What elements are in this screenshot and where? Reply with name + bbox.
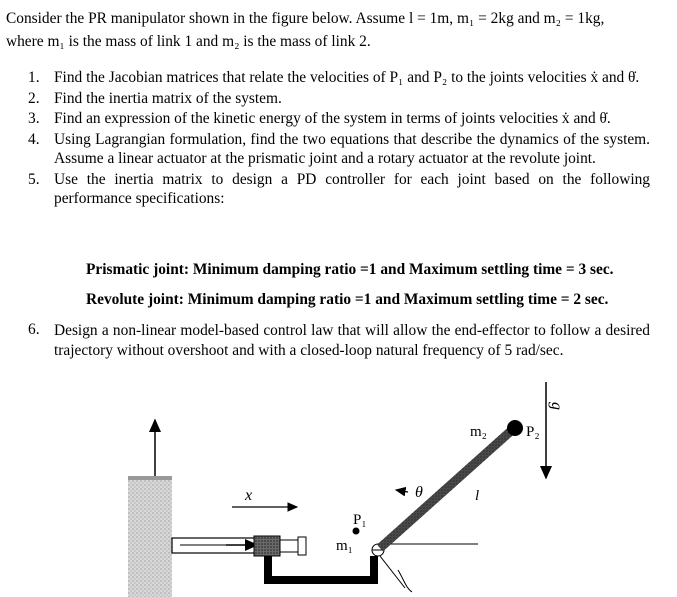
x-label: x	[245, 487, 253, 504]
question-text: Design a non-linear model-based control law that will allow the end-effector to follow a desired trajectory without overshoot and with a closed-loop natural frequency of 5 rad/sec.	[54, 322, 650, 359]
question-text: Using Lagrangian formulation, find the two equations that describe the dynamics of the system. Assume a linear actuator at the prismatic joint and a rotary actuator at the revolute joint.	[54, 130, 650, 167]
theta-label: θ	[415, 484, 423, 501]
mass-m1	[353, 528, 360, 535]
intro-line-1: Consider the PR manipulator shown in the figure below. Assume l = 1m, m₁ = 2kg and m₂ = 1kg,	[6, 10, 605, 27]
question-text: Use the inertia matrix to design a PD controller for each joint based on the following performance specifications:	[54, 170, 650, 207]
p2-label: P₂	[526, 424, 540, 440]
ground-wall	[128, 478, 172, 597]
question-number: 4.	[28, 130, 40, 148]
intro-line-2: where m₁ is the mass of link 1 and m₂ is the mass of link 2.	[6, 33, 371, 50]
question-text: Find the inertia matrix of the system.	[54, 89, 282, 107]
spec-prismatic: Prismatic joint: Minimum damping ratio =1 and Maximum settling time = 3 sec.	[86, 261, 614, 278]
spec-revolute: Revolute joint: Minimum damping ratio =1 and Maximum settling time = 2 sec.	[86, 291, 609, 308]
question-number: 2.	[28, 89, 40, 107]
l-label: l	[475, 488, 480, 504]
question-number: 3.	[28, 110, 40, 127]
g-label: g	[548, 402, 565, 410]
link-1	[268, 556, 374, 580]
theta-arc-arrow	[396, 490, 408, 492]
question-number: 6.	[28, 321, 40, 338]
m2-label: m₂	[470, 424, 487, 440]
wall-top	[128, 476, 172, 480]
prismatic-slider	[254, 536, 280, 556]
question-text: Find the Jacobian matrices that relate the velocities of P₁ and P₂ to the joints velocities ẋ and θ̇.	[54, 69, 640, 86]
p1-label: P₁	[353, 512, 367, 528]
question-number: 5.	[28, 170, 40, 188]
m1-label: m₁	[336, 538, 353, 554]
question-text: Find an expression of the kinetic energy of the system in terms of joints velocities ẋ and θ̇.	[54, 110, 611, 127]
mass-m2	[507, 420, 523, 436]
question-number: 1.	[28, 69, 40, 86]
